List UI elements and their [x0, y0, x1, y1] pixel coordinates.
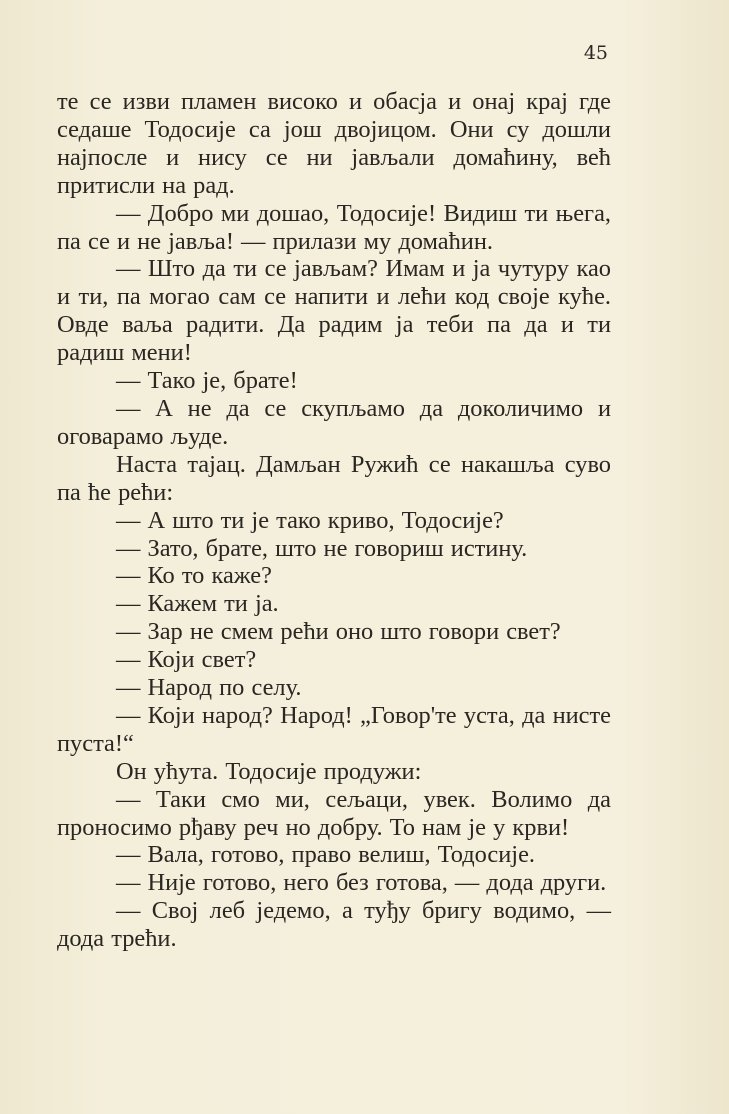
paragraph: — Таки смо ми, сељаци, увек. Волимо да проносимо рђаву реч но добру. То нам је у крви! [57, 785, 611, 841]
paragraph: — Ко то каже? [116, 562, 272, 590]
paragraph: те се изви пламен високо и обасја и онај крај где седаше Тодосије са још двојицом. Они су дошли најпосле и нису се ни јављали домаћину, већ притисли на рад. [57, 88, 611, 199]
paragraph: — Није готово, него без готова, — дода други. [116, 869, 607, 897]
paragraph: — Свој леб једемо, а туђу бригу водимо, — дода трећи. [57, 897, 611, 953]
page-number: 45 [583, 42, 608, 64]
paragraph: — Кажем ти ја. [116, 590, 279, 618]
paragraph: — Вала, готово, право велиш, Тодосије. [116, 841, 535, 869]
paragraph: Он ућута. Тодосије продужи: [116, 757, 422, 785]
paragraph: — Који свет? [116, 646, 257, 674]
paragraph: — Тако је, брате! [116, 367, 298, 395]
paragraph: Наста тајац. Дамљан Ружић се накашља суво па ће рећи: [57, 450, 611, 506]
paragraph: — Што да ти се јављам? Имам и ја чутуру као и ти, па могао сам се напити и лећи код своје куће. Овде ваља радити. Да радим ја теби па да и ти радиш мени! [57, 255, 611, 367]
paragraph: — А што ти је тако криво, Тодосије? [116, 506, 504, 534]
text-body [57, 88, 611, 953]
paragraph: — А не да се скупљамо да доколичимо и оговарамо људе. [57, 394, 611, 450]
paragraph: — Који народ? Народ! „Говор'те уста, да нисте пуста!“ [57, 701, 611, 757]
paragraph: — Народ по селу. [116, 674, 302, 702]
paragraph: — Зато, брате, што не говориш истину. [116, 534, 528, 562]
paragraph: — Зар не смем рећи оно што говори свет? [116, 618, 561, 646]
paragraph: — Добро ми дошао, Тодосије! Видиш ти њега, па се и не јавља! — прилази му домаћин. [57, 199, 611, 255]
